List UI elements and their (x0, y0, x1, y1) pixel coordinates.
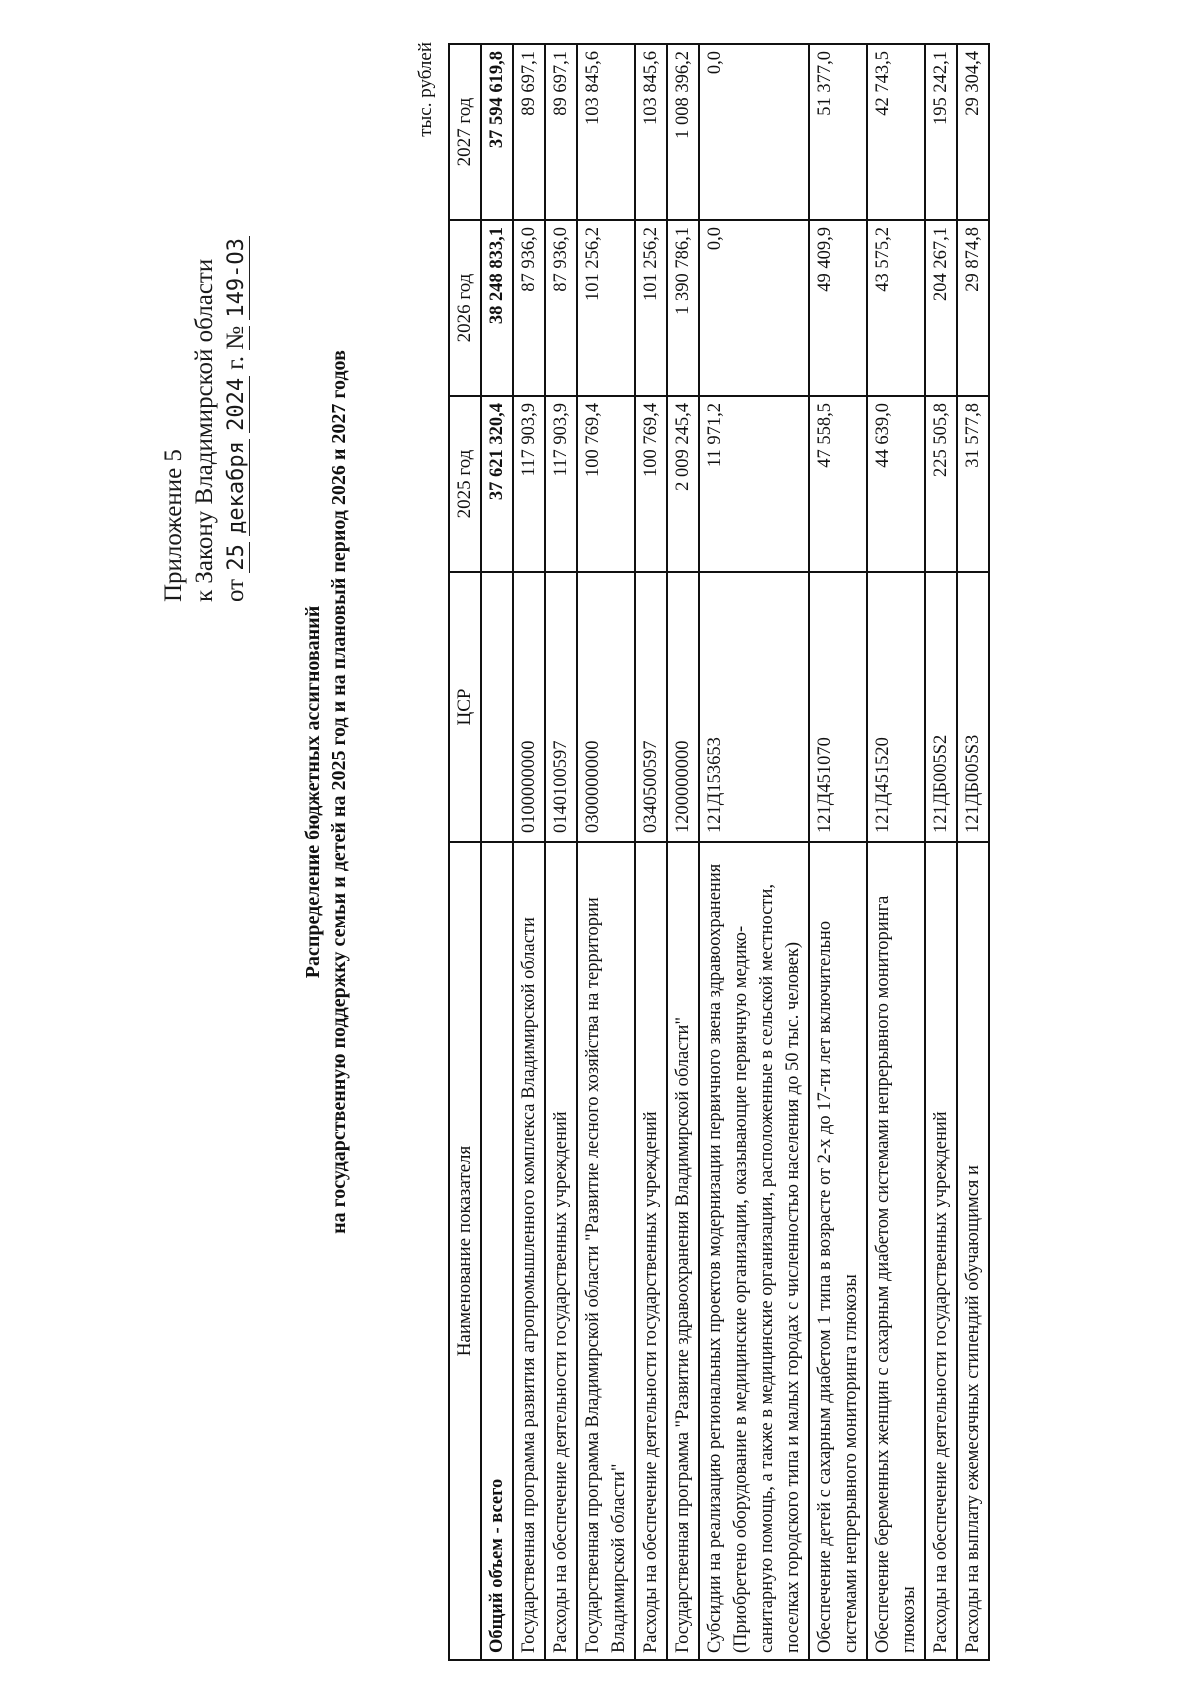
cell-value-2026: 49 409,9 (809, 220, 867, 396)
cell-value-2026: 101 256,2 (635, 220, 667, 396)
cell-csr-code: 121Д451070 (809, 572, 867, 842)
budget-table (448, 43, 990, 1661)
cell-value-2027: 103 845,6 (577, 44, 635, 220)
cell-value-2025: 31 577,8 (957, 396, 989, 572)
law-number: 149-ОЗ (224, 238, 249, 318)
column-header-2027: 2027 год (449, 44, 481, 220)
cell-csr-code: 0100000000 (513, 572, 545, 842)
cell-indicator-name: Государственная программа "Развитие здравоохранения Владимирской области" (667, 842, 699, 1660)
cell-value-2027: 37 594 619,8 (481, 44, 513, 220)
table-header-row (449, 44, 481, 1660)
cell-indicator-name: Расходы на обеспечение деятельности государственных учреждений (635, 842, 667, 1660)
table-row (513, 44, 545, 1660)
cell-indicator-name: Расходы на обеспечение деятельности государственных учреждений (925, 842, 957, 1660)
column-header-code: ЦСР (449, 572, 481, 842)
table-row (867, 44, 925, 1660)
cell-indicator-name: Субсидии на реализацию региональных проектов модернизации первичного звена здравоохранения (Приобретено оборудование в медицинские организации, оказывающие первичную медико-санитарную помощь, а также в медицинские организации, расположенные в сельской местности, поселках городского типа и малых городах с численностью населения до 50 тыс. человек) (699, 842, 809, 1660)
date-year-suffix: г. (222, 356, 249, 370)
cell-indicator-name: Обеспечение детей с сахарным диабетом 1 типа в возрасте от 2-х до 17-ти лет включительно системами непрерывного мониторинга глюкозы (809, 842, 867, 1660)
cell-indicator-name: Государственная программа Владимирской области "Развитие лесного хозяйства на территории Владимирской области" (577, 842, 635, 1660)
cell-value-2025: 100 769,4 (577, 396, 635, 572)
cell-value-2026: 101 256,2 (577, 220, 635, 396)
table-row (957, 44, 989, 1660)
cell-value-2026: 87 936,0 (545, 220, 577, 396)
cell-value-2027: 0,0 (699, 44, 809, 220)
table-row (481, 44, 513, 1660)
units-label: тыс. рублей (415, 42, 436, 137)
cell-csr-code: 1200000000 (667, 572, 699, 842)
title-line-2: на государственную поддержку семьи и детей на 2025 год и на плановый период 2026 и 2027 годов (328, 350, 350, 1234)
cell-value-2027: 89 697,1 (545, 44, 577, 220)
cell-value-2027: 195 242,1 (925, 44, 957, 220)
cell-value-2026: 43 575,2 (867, 220, 925, 396)
date-prefix: от (222, 578, 249, 602)
table-row (699, 44, 809, 1660)
cell-value-2026: 38 248 833,1 (481, 220, 513, 396)
cell-csr-code: 0140100597 (545, 572, 577, 842)
cell-value-2027: 51 377,0 (809, 44, 867, 220)
table-row (545, 44, 577, 1660)
cell-indicator-name: Расходы на выплату ежемесячных стипендий обучающимся и (957, 842, 989, 1660)
cell-value-2025: 117 903,9 (545, 396, 577, 572)
cell-value-2027: 29 304,4 (957, 44, 989, 220)
date-year: 2024 (224, 377, 249, 431)
cell-value-2027: 42 743,5 (867, 44, 925, 220)
cell-csr-code: 121Д153653 (699, 572, 809, 842)
cell-value-2025: 37 621 320,4 (481, 396, 513, 572)
title-line-1: Распределение бюджетных ассигнований (302, 605, 324, 979)
cell-value-2025: 47 558,5 (809, 396, 867, 572)
column-header-name: Наименование показателя (449, 842, 481, 1660)
date-day: 25 (224, 544, 249, 571)
cell-value-2025: 44 639,0 (867, 396, 925, 572)
cell-value-2026: 1 390 786,1 (667, 220, 699, 396)
cell-indicator-name: Государственная программа развития агропромышленного комплекса Владимирской области (513, 842, 545, 1660)
cell-value-2027: 1 008 396,2 (667, 44, 699, 220)
cell-indicator-name: Обеспечение беременных женщин с сахарным диабетом системами непрерывного мониторинга глюкозы (867, 842, 925, 1660)
cell-value-2026: 29 874,8 (957, 220, 989, 396)
cell-csr-code: 0300000000 (577, 572, 635, 842)
number-sign: № (222, 325, 249, 350)
cell-indicator-name: Расходы на обеспечение деятельности государственных учреждений (545, 842, 577, 1660)
cell-value-2026: 87 936,0 (513, 220, 545, 396)
table-row (667, 44, 699, 1660)
cell-value-2025: 11 971,2 (699, 396, 809, 572)
table-row (925, 44, 957, 1660)
cell-value-2027: 103 845,6 (635, 44, 667, 220)
document-title (300, 217, 352, 1367)
cell-value-2027: 89 697,1 (513, 44, 545, 220)
cell-csr-code: 0340500597 (635, 572, 667, 842)
appendix-number: Приложение 5 (160, 449, 187, 602)
table-row (577, 44, 635, 1660)
appendix-law-reference: к Закону Владимирской области (191, 258, 218, 602)
cell-value-2025: 2 009 245,4 (667, 396, 699, 572)
cell-csr-code: 121ДБ005S2 (925, 572, 957, 842)
table-row (809, 44, 867, 1660)
cell-value-2025: 100 769,4 (635, 396, 667, 572)
cell-value-2025: 225 505,8 (925, 396, 957, 572)
cell-value-2026: 0,0 (699, 220, 809, 396)
table-body (481, 44, 989, 1660)
cell-value-2025: 117 903,9 (513, 396, 545, 572)
appendix-date-line (220, 42, 252, 602)
cell-indicator-name: Общий объем - всего (481, 842, 513, 1660)
cell-csr-code (481, 572, 513, 842)
column-header-2025: 2025 год (449, 396, 481, 572)
appendix-header (158, 42, 252, 602)
cell-csr-code: 121Д451520 (867, 572, 925, 842)
column-header-2026: 2026 год (449, 220, 481, 396)
table-row (635, 44, 667, 1660)
cell-csr-code: 121ДБ005S3 (957, 572, 989, 842)
date-month: декабря (224, 441, 249, 534)
cell-value-2026: 204 267,1 (925, 220, 957, 396)
